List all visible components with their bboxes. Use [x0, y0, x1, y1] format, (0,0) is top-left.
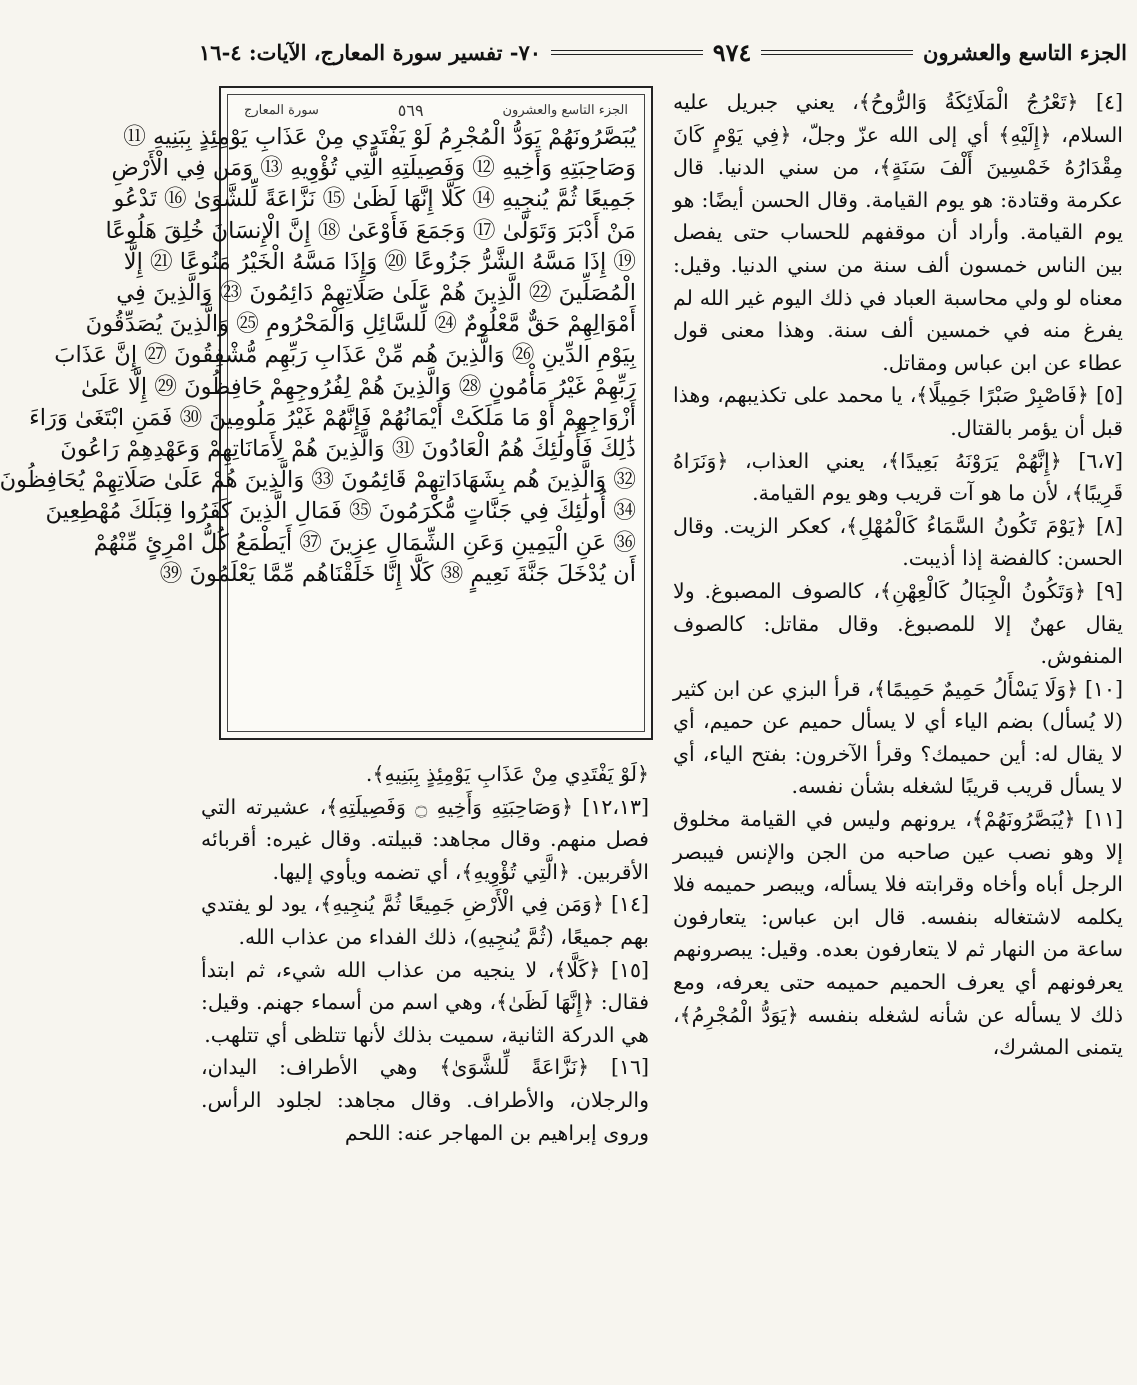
page-number: ٩٧٤: [712, 37, 752, 67]
tafsir-paragraph: [١٠] ﴿وَلَا يَسْأَلُ حَمِيمٌ حَمِيمًا﴾، قرأ البزي عن ابن كثير (لا يُسأل) بضم الياء أي لا يسأل حميم عن حميم، أي لا يقال له: أين حميمك؟ وقرأ الآخرون: بفتح الياء، أي لا يسأل قريب قريبًا لشغله بشأن نفسه.: [673, 676, 1123, 799]
mushaf-line: مَنْ أَدْبَرَ وَتَوَلَّىٰ ⑰ وَجَمَعَ فَأَوْعَىٰ ⑱ إِنَّ الْإِنسَانَ خُلِقَ هَلُوعًا: [105, 217, 636, 244]
mushaf-line: ⑲ إِذَا مَسَّهُ الشَّرُّ جَزُوعًا ⑳ وَإِذَا مَسَّهُ الْخَيْرُ مَنُوعًا ㉑ إِلَّا: [123, 248, 636, 275]
tafsir-paragraph: [١٤] ﴿وَمَن فِي الْأَرْضِ جَمِيعًا ثُمَّ يُنجِيهِ﴾، يود لو يفتدي بهم جميعًا، (ثُمَّ يُنجِيهِ)، ذلك الفداء من عذاب الله.: [201, 892, 649, 949]
mushaf-inner-frame: [0, 94, 645, 732]
header-rule: [551, 50, 703, 55]
mushaf-line: جَمِيعًا ثُمَّ يُنجِيهِ ⑭ كَلَّا إِنَّهَا لَظَىٰ ⑮ نَزَّاعَةً لِّلشَّوَىٰ ⑯ تَدْعُو: [113, 186, 636, 213]
mushaf-line: رَبِّهِمْ غَيْرُ مَأْمُونٍ ㉘ وَالَّذِينَ هُمْ لِفُرُوجِهِمْ حَافِظُونَ ㉙ إِلَّا عَلَىٰ: [81, 373, 636, 400]
mushaf-line: أَمْوَالِهِمْ حَقٌّ مَّعْلُومٌ ㉔ لِّلسَّائِلِ وَالْمَحْرُومِ ㉕ وَالَّذِينَ يُصَدِّقُونَ: [85, 311, 636, 338]
mushaf-line: يُبَصَّرُونَهُمْ يَوَدُّ الْمُجْرِمُ لَوْ يَفْتَدِي مِنْ عَذَابِ يَوْمِئِذٍ بِبَنِيهِ ⑪: [123, 124, 636, 150]
tafsir-paragraph: [٩] ﴿وَتَكُونُ الْجِبَالُ كَالْعِهْنِ﴾، كالصوف المصبوغ. ولا يقال عهنٌ إلا للمصبوغ. وقال مقاتل: كالصوف المنفوش.: [673, 578, 1123, 669]
page-header: [199, 34, 1127, 70]
tafsir-paragraph: [١٢،١٣] ﴿وَصَاحِبَتِهِ وَأَخِيهِ ۝ وَفَصِيلَتِهِ﴾، عشيرته التي فصل منهم. وقال مجاهد: قبيلته. وقال غيره: أقربائه الأقربين. ﴿الَّتِي تُؤْوِيهِ﴾، أي تضمه ويأوي إليها.: [201, 794, 650, 884]
tafsir-paragraph: [٦،٧] ﴿إِنَّهُمْ يَرَوْنَهُ بَعِيدًا﴾، يعني العذاب، ﴿وَنَرَاهُ قَرِيبًا﴾، لأن ما هو آت قريب وهو يوم القيامة.: [673, 448, 1123, 506]
mushaf-page-number: ٥٦٩: [397, 101, 424, 120]
tafsir-paragraph: [٨] ﴿يَوْمَ تَكُونُ السَّمَاءُ كَالْمُهْلِ﴾، كعكر الزيت. وقال الحسن: كالفضة إذا أذيبت.: [673, 513, 1123, 571]
tafsir-paragraph: [٥] ﴿فَاصْبِرْ صَبْرًا جَمِيلًا﴾، يا محمد على تكذيبهم، وهذا قبل أن يؤمر بالقتال.: [673, 383, 1123, 440]
header-rule: [761, 50, 913, 55]
surah-tafsir-title: ٧٠- تفسير سورة المعارج، الآيات: ٤-١٦: [199, 39, 542, 65]
juz-title: الجزء التاسع والعشرون: [922, 39, 1127, 65]
mushaf-line: ㊱ عَنِ الْيَمِينِ وَعَنِ الشِّمَالِ عِزِينَ ㊲ أَيَطْمَعُ كُلُّ امْرِئٍ مِّنْهُمْ: [93, 529, 636, 556]
mushaf-line: أَزْوَاجِهِمْ أَوْ مَا مَلَكَتْ أَيْمَانُهُمْ فَإِنَّهُمْ غَيْرُ مَلُومِينَ ㉚ فَمَنِ ابْتَغَىٰ وَرَاءَ: [29, 404, 636, 431]
mushaf-header: [228, 95, 644, 122]
tafsir-column-right: [673, 86, 1123, 1064]
tafsir-column-left: [201, 758, 649, 1149]
mushaf-line: وَصَاحِبَتِهِ وَأَخِيهِ ⑫ وَفَصِيلَتِهِ الَّتِي تُؤْوِيهِ ⑬ وَمَن فِي الْأَرْضِ: [111, 155, 636, 182]
tafsir-paragraph: [١١] ﴿يُبَصَّرُونَهُمْ﴾، يرونهم وليس في القيامة مخلوق إلا وهو نصب عين صاحبه من الجن والإنس فيبصر الرجل أباه وأخاه وقرابته فلا يسأله، ويبصر حميمه فلا يكلمه لاشتغاله بنفسه. قال ابن عباس: يتعارفون ساعة من النهار ثم لا يتعارفون بعده. وقيل: يبصرونهم يعرفونهم أي يعرف الحميم حميمه حتى يعرفه، ومع ذلك لا يسأله عن شأنه لشغله بنفسه ﴿يَوَدُّ الْمُجْرِمُ﴾، يتمنى المشرك،: [673, 807, 1123, 1060]
mushaf-page-box: [0, 86, 653, 740]
tafsir-paragraph: ﴿لَوْ يَفْتَدِي مِنْ عَذَابِ يَوْمِئِذٍ بِبَنِيهِ﴾.: [365, 762, 649, 786]
mushaf-line: ㉞ أُولَٰئِكَ فِي جَنَّاتٍ مُّكْرَمُونَ ㉟ فَمَالِ الَّذِينَ كَفَرُوا قِبَلَكَ مُهْطِعِينَ: [45, 498, 636, 525]
mushaf-line: ㉜ وَالَّذِينَ هُم بِشَهَادَاتِهِمْ قَائِمُونَ ㉝ وَالَّذِينَ هُمْ عَلَىٰ صَلَاتِهِمْ يُحَافِظُونَ: [0, 467, 636, 494]
mushaf-line: الْمُصَلِّينَ ㉒ الَّذِينَ هُمْ عَلَىٰ صَلَاتِهِمْ دَائِمُونَ ㉓ وَالَّذِينَ فِي: [116, 280, 636, 307]
mushaf-line: ذَٰلِكَ فَأُولَٰئِكَ هُمُ الْعَادُونَ ㉛ وَالَّذِينَ هُمْ لِأَمَانَاتِهِمْ وَعَهْدِهِمْ رَاعُونَ: [60, 436, 636, 463]
mushaf-line: بِيَوْمِ الدِّينِ ㉖ وَالَّذِينَ هُم مِّنْ عَذَابِ رَبِّهِم مُّشْفِقُونَ ㉗ إِنَّ عَذَابَ: [54, 342, 636, 369]
tafsir-paragraph: [٤] ﴿تَعْرُجُ الْمَلَائِكَةُ وَالرُّوحُ﴾، يعني جبريل عليه السلام، ﴿إِلَيْهِ﴾ أي إلى الله عزّ وجلّ، ﴿فِي يَوْمٍ كَانَ مِقْدَارُهُ خَمْسِينَ أَلْفَ سَنَةٍ﴾، من سني الدنيا. قال عكرمة وقتادة: هو يوم القيامة. وقال الحسن أيضًا: هو يوم القيامة. وأراد أن موقفهم للحساب حتى يفصل بين الناس خمسون ألف سنة من سني الدنيا. وقيل: معناه لو ولي محاسبة العباد في ذلك اليوم غير الله لم يفرغ منه في خمسين ألف سنة. وهذا معنى قول عطاء عن ابن عباس ومقاتل.: [673, 90, 1123, 375]
mushaf-surah-label: سورة المعارج: [244, 103, 319, 118]
mushaf-line: أَن يُدْخَلَ جَنَّةَ نَعِيمٍ ㊳ كَلَّا إِنَّا خَلَقْنَاهُم مِّمَّا يَعْلَمُونَ ㊴: [159, 560, 636, 587]
tafsir-paragraph: [١٥] ﴿كَلَّا﴾، لا ينجيه من عذاب الله شيء، ثم ابتدأ فقال: ﴿إِنَّهَا لَظَىٰ﴾، وهي اسم من أسماء جهنم. وقيل: هي الدركة الثانية، سميت بذلك لأنها تتلظى أي تتلهب.: [201, 957, 649, 1047]
mushaf-juz-label: الجزء التاسع والعشرون: [502, 103, 628, 118]
tafsir-paragraph: [١٦] ﴿نَزَّاعَةً لِّلشَّوَىٰ﴾ وهي الأطراف: اليدان، والرجلان، والأطراف. وقال مجاهد: لجلود الرأس. وروى إبراهيم بن المهاجر عنه: اللحم: [201, 1055, 649, 1145]
